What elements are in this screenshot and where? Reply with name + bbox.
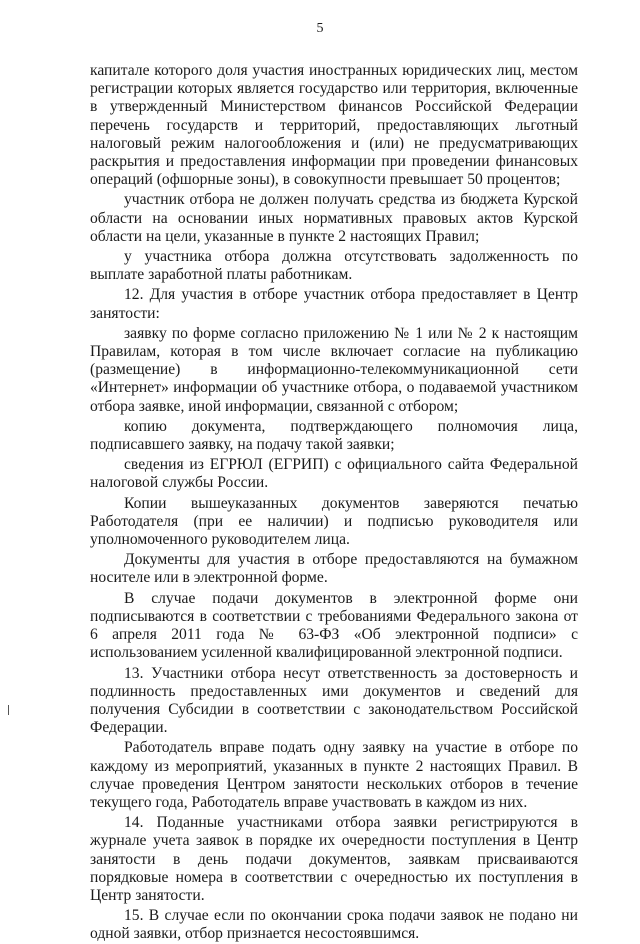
paragraph: Копии вышеуказанных документов заверяются печатью Работодателя (при ее наличии) и подписью руководителя или уполномоченного руководителем лица. [90, 494, 578, 549]
paragraph: Документы для участия в отборе предоставляются на бумажном носителе или в электронной форме. [90, 551, 578, 587]
paragraph: В случае подачи документов в электронной форме они подписываются в соответствии с требованиями Федерального закона от 6 апреля 2011 года № 63-ФЗ «Об электронной подписи» с использованием усиленной квалифицированной электронной подписи. [90, 589, 578, 662]
margin-mark [8, 705, 9, 715]
paragraph: Работодатель вправе подать одну заявку на участие в отборе по каждому из мероприятий, указанных в пункте 2 настоящих Правил. В случае проведения Центром занятости нескольких отборов в течение текущего года, Работодатель вправе участвовать в каждом из них. [90, 739, 578, 811]
paragraph-item-13: 13. Участники отбора несут ответственность за достоверность и подлинность предоставленных ими документов и сведений для получения Субсидии в соответствии с законодательством Российской Федерации. [90, 664, 578, 737]
document-body [90, 62, 578, 944]
paragraph-item-14: 14. Поданные участниками отбора заявки регистрируются в журнале учета заявок в порядке их очередности поступления в Центр занятости в день подачи документов, заявкам присваиваются порядковые номера в соответствии с очередностью их поступления в Центр занятости. [90, 814, 578, 904]
paragraph: копию документа, подтверждающего полномочия лица, подписавшего заявку, на подачу такой заявки; [90, 417, 578, 454]
paragraph: сведения из ЕГРЮЛ (ЕГРИП) с официального сайта Федеральной налоговой службы России. [90, 456, 578, 492]
paragraph-item-15: 15. В случае если по окончании срока подачи заявок не подано ни одной заявки, отбор признается несостоявшимся. [90, 907, 578, 943]
paragraph: участник отбора не должен получать средства из бюджета Курской области на основании иных нормативных правовых актов Курской области на цели, указанные в пункте 2 настоящих Правил; [90, 191, 578, 245]
paragraph: у участника отбора должна отсутствовать задолженность по выплате заработной платы работникам. [90, 248, 578, 284]
page-number: 5 [316, 21, 324, 36]
paragraph: заявку по форме согласно приложению № 1 или № 2 к настоящим Правилам, которая в том числе включает согласие на публикацию (размещение) в информационно-телекоммуникационной сети «Интернет» информации об участнике отбора, о подаваемой участником отбора заявке, иной информации, связанной с отбором; [90, 324, 578, 415]
paragraph-item-12: 12. Для участия в отборе участник отбора предоставляет в Центр занятости: [90, 286, 578, 322]
paragraph-continuation: капитале которого доля участия иностранных юридических лиц, местом регистрации которых является государство или территория, включенные в утвержденный Министерством финансов Российской Федерации перечень государств и территорий, предоставляющих льготный налоговый режим налогообложения и (или) не предусматривающих раскрытия и предоставления информации при проведении финансовых операций (офшорные зоны), в совокупности превышает 50 процентов; [90, 62, 578, 189]
